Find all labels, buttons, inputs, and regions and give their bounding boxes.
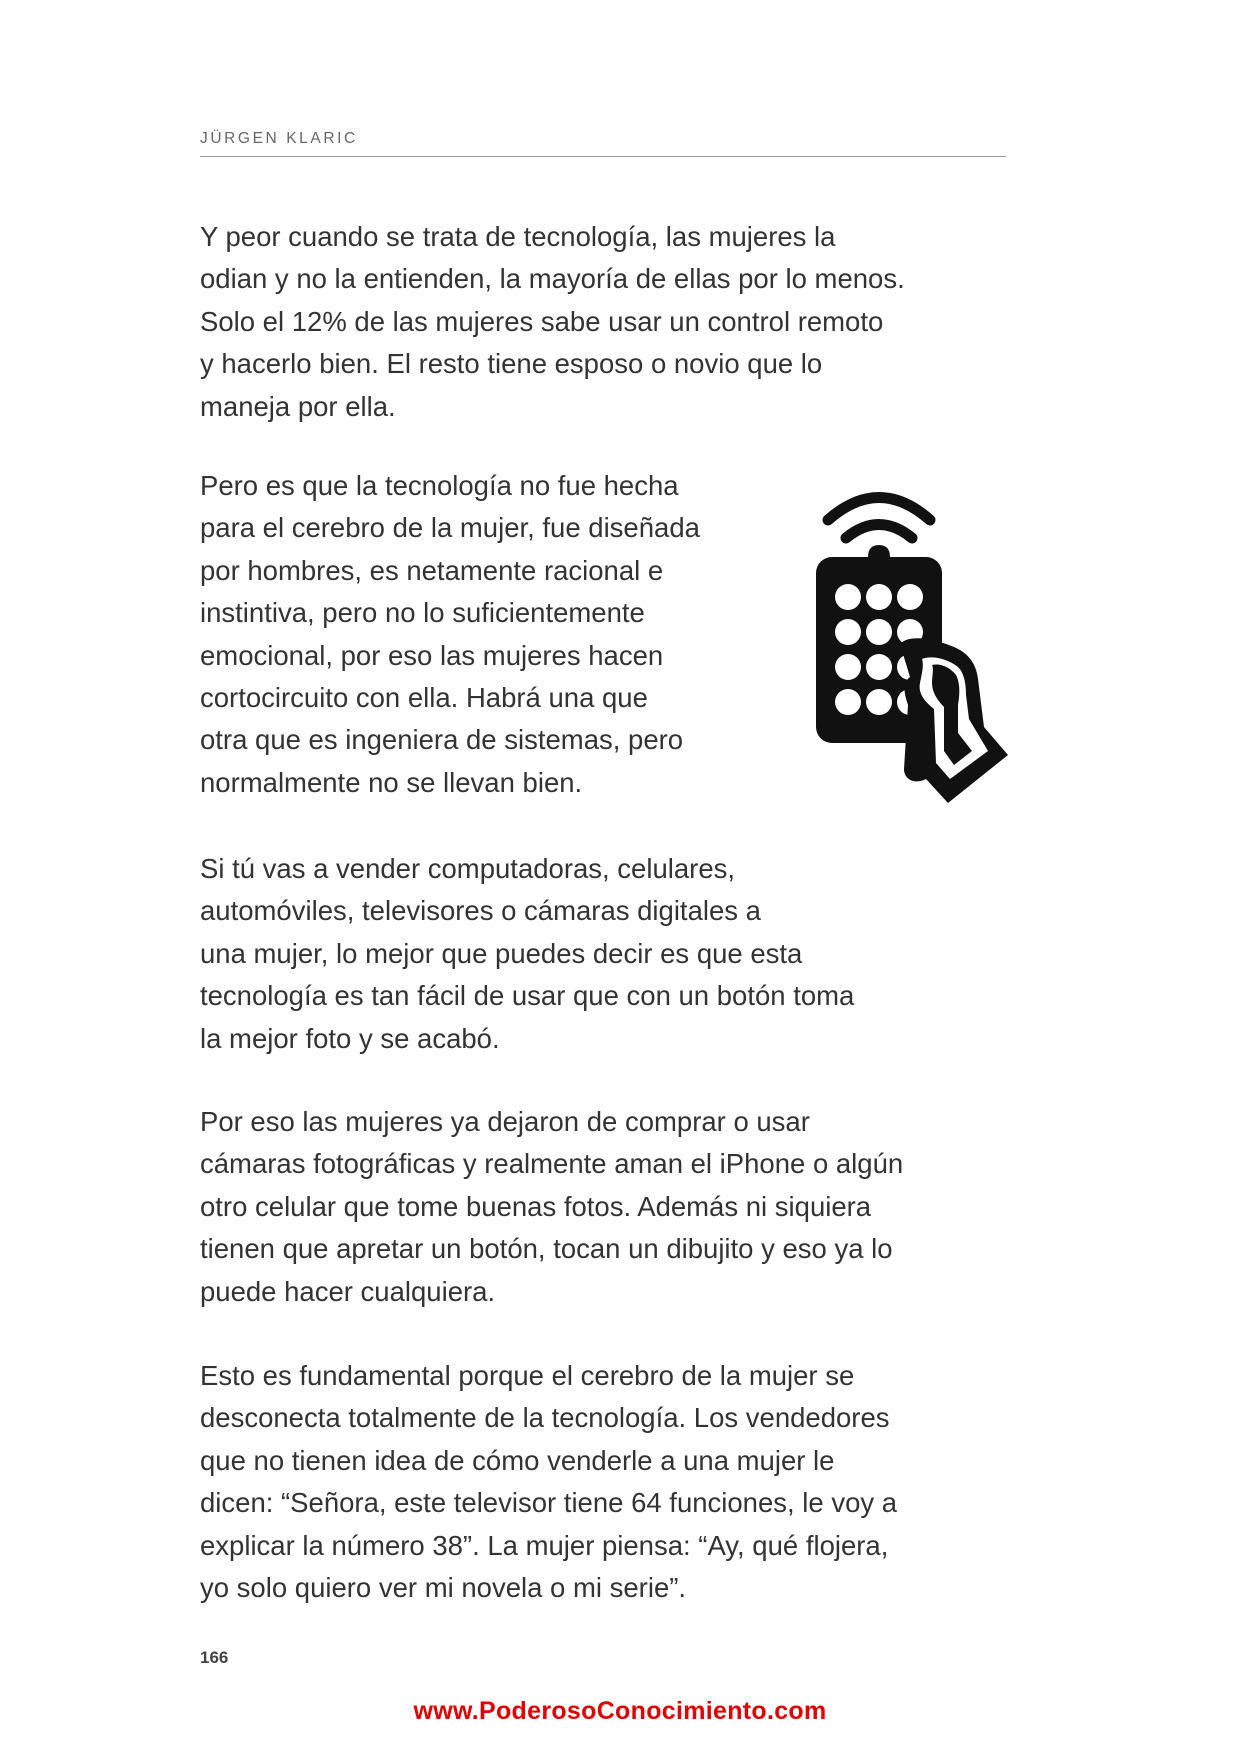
text-line: Solo el 12% de las mujeres sabe usar un control remoto (200, 305, 884, 337)
text-line: automóviles, televisores o cámaras digitales a (200, 895, 761, 927)
text-line: emocional, por eso las mujeres hacen (200, 639, 664, 671)
page-number: 166 (200, 1648, 229, 1667)
text-line: Si tú vas a vender computadoras, celulares, (200, 853, 736, 884)
text-line: por hombres, es netamente racional e (200, 554, 664, 586)
text-line: tienen que apretar un botón, tocan un dibujito y eso ya lo (200, 1233, 893, 1265)
header-rule (200, 156, 1006, 157)
running-head-author: JÜRGEN KLARIC (200, 130, 358, 147)
paragraph-1 (200, 216, 905, 428)
text-line: explicar la número 38”. La mujer piensa: “Ay, qué flojera, (200, 1529, 889, 1561)
text-line: maneja por ella. (200, 390, 396, 422)
text-line: otra que es ingeniera de sistemas, pero (200, 724, 684, 756)
text-line: Y peor cuando se trata de tecnología, las mujeres la (200, 221, 836, 252)
text-line: tecnología es tan fácil de usar que con un botón toma (200, 980, 855, 1012)
text-line: desconecta totalmente de la tecnología. Los vendedores (200, 1402, 890, 1434)
paragraph-4 (200, 1101, 903, 1313)
text-line: otro celular que tome buenas fotos. Además ni siquiera (200, 1190, 872, 1222)
text-line: dicen: “Señora, este televisor tiene 64 funciones, le voy a (200, 1487, 898, 1519)
text-line: instintiva, pero no lo suficientemente (200, 597, 645, 629)
paragraph-3 (200, 848, 854, 1060)
text-line: yo solo quiero ver mi novela o mi serie”. (200, 1572, 687, 1604)
signal-waves-icon (828, 498, 930, 539)
paragraph-5 (200, 1355, 897, 1609)
remote-control-in-hand-icon (808, 487, 1010, 803)
text-line: Por eso las mujeres ya dejaron de comprar o usar (200, 1106, 810, 1137)
text-line: Esto es fundamental porque el cerebro de la mujer se (200, 1360, 855, 1391)
text-line: para el cerebro de la mujer, fue diseñada (200, 512, 700, 544)
text-line: una mujer, lo mejor que puedes decir es que esta (200, 937, 803, 969)
text-line: cámaras fotográficas y realmente aman el iPhone o algún (200, 1148, 904, 1180)
text-line: odian y no la entienden, la mayoría de ellas por lo menos. (200, 263, 905, 295)
text-line: puede hacer cualquiera. (200, 1275, 496, 1307)
text-line: cortocircuito con ella. Habrá una que (200, 682, 648, 714)
text-line: y hacerlo bien. El resto tiene esposo o novio que lo (200, 348, 823, 380)
text-line: normalmente no se llevan bien. (200, 766, 583, 798)
text-line: que no tienen idea de cómo venderle a una mujer le (200, 1444, 835, 1476)
remote-antenna-icon (868, 545, 890, 557)
text-line: la mejor foto y se acabó. (200, 1022, 500, 1054)
paragraph-2 (200, 465, 700, 804)
watermark-url: www.PoderosoConocimiento.com (413, 1697, 827, 1725)
hand-icon (900, 638, 1008, 803)
text-line: Pero es que la tecnología no fue hecha (200, 470, 679, 501)
